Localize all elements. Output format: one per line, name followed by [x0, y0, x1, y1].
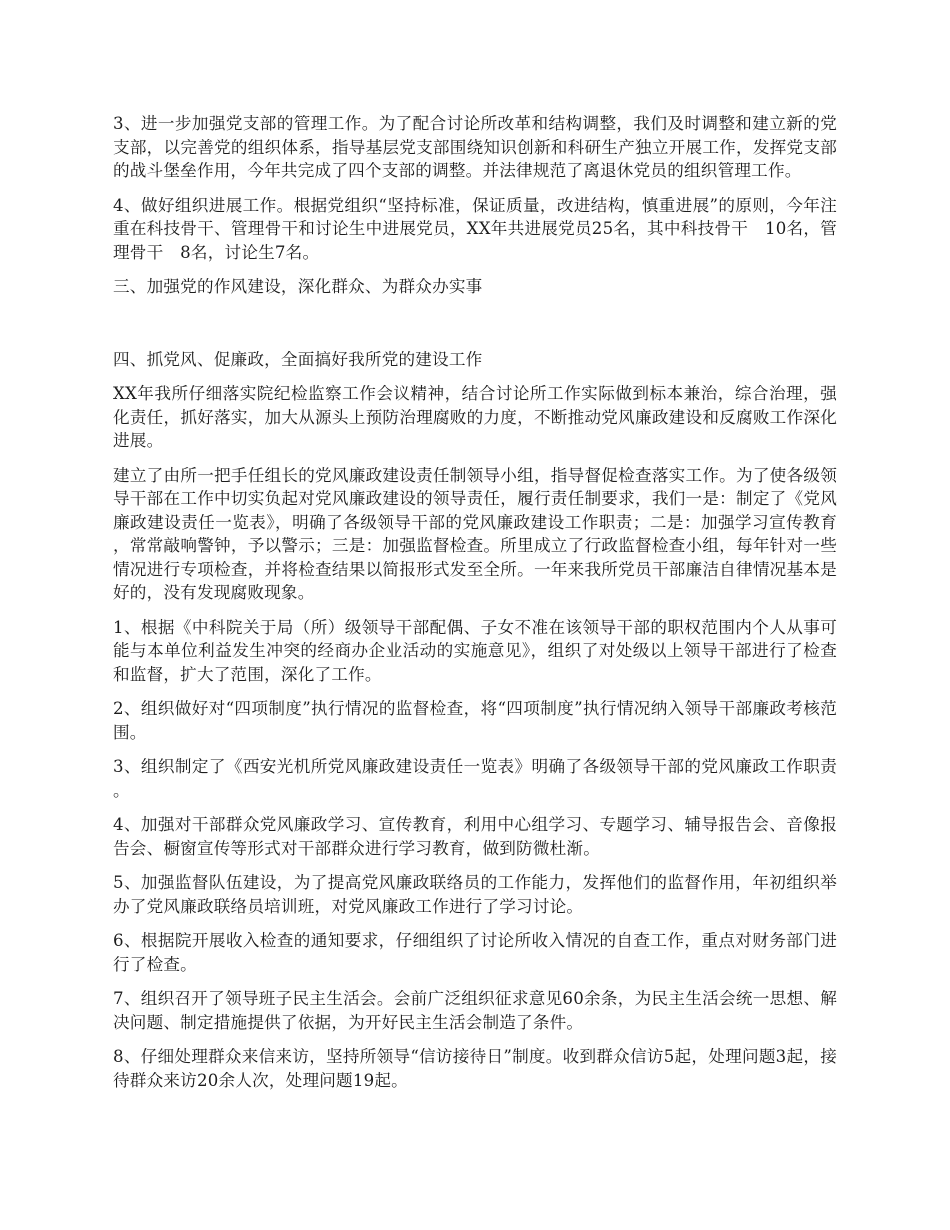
paragraph-branch-management: 3、进一步加强党支部的管理工作。为了配合讨论所改革和结构调整，我们及时调整和建立新的党支部，以完善党的组织体系，指导基层党支部围绕知识创新和科研生产独立开展工作，发挥党支部的战斗堡垒作用，今年共完成了四个支部的调整。并法律规范了离退休党员的组织管理工作。 — [113, 114, 837, 180]
paragraph-item-7: 7、组织召开了领导班子民主生活会。会前广泛组织征求意见60余条，为民主生活会统一思想、解决问题、制定措施提供了依据，为开好民主生活会制造了条件。 — [113, 989, 837, 1032]
paragraph-item-5: 5、加强监督队伍建设，为了提高党风廉政联络员的工作能力，发挥他们的监督作用，年初组织举办了党风廉政联络员培训班，对党风廉政工作进行了学习讨论。 — [113, 873, 837, 916]
document-page — [113, 112, 837, 1103]
paragraph-item-4: 4、加强对干部群众党风廉政学习、宣传教育，利用中心组学习、专题学习、辅导报告会、音像报告会、橱窗宣传等形式对干部群众进行学习教育，做到防微杜渐。 — [113, 815, 837, 858]
blank-space — [113, 310, 837, 348]
paragraph-item-2: 2、组织做好对“四项制度”执行情况的监督检查，将“四项制度”执行情况纳入领导干部廉政考核范围。 — [113, 699, 837, 742]
paragraph-item-6: 6、根据院开展收入检查的通知要求，仔细组织了讨论所收入情况的自查工作，重点对财务部门进行了检查。 — [113, 931, 837, 974]
paragraph-item-1: 1、根据《中科院关于局（所）级领导干部配偶、子女不准在该领导干部的职权范围内个人从事可能与本单位利益发生冲突的经商办企业活动的实施意见》，组织了对处级以上领导干部进行了检查和监督，扩大了范围，深化了工作。 — [113, 617, 837, 684]
section-heading-3: 三、加强党的作风建设，深化群众、为群众办实事 — [113, 277, 483, 296]
section-heading-4: 四、抓党风、促廉政，全面搞好我所党的建设工作 — [113, 349, 483, 369]
paragraph-member-development: 4、做好组织进展工作。根据党组织“坚持标准，保证质量，改进结构，慎重进展”的原则，今年注重在科技骨干、管理骨干和讨论生中进展党员，XX年共进展党员25名，其中科技骨干 10名，管理骨干 8名，讨论生7名。 — [113, 195, 837, 262]
paragraph-responsibility-group: 建立了由所一把手任组长的党风廉政建设责任制领导小组，指导督促检查落实工作。为了使各级领导干部在工作中切实负起对党风廉政建设的领导责任，履行责任制要求，我们一是：制定了《党风廉政建设责任一览表》，明确了各级领导干部的党风廉政建设工作职责；二是：加强学习宣传教育，常常敲响警钟，予以警示；三是：加强监督检查。所里成立了行政监督检查小组，每年针对一些情况进行专项检查，并将检查结果以简报形式发至全所。一年来我所党员干部廉洁自律情况基本是好的，没有发现腐败现象。 — [113, 465, 837, 602]
paragraph-item-8: 8、仔细处理群众来信来访，坚持所领导“信访接待日”制度。收到群众信访5起，处理问题3起，接待群众来访20余人次，处理问题19起。 — [113, 1047, 837, 1090]
paragraph-intro: XX年我所仔细落实院纪检监察工作会议精神，结合讨论所工作实际做到标本兼治，综合治理，强化责任，抓好落实，加大从源头上预防治理腐败的力度，不断推动党风廉政建设和反腐败工作深化进展。 — [113, 384, 837, 450]
paragraph-item-3: 3、组织制定了《西安光机所党风廉政建设责任一览表》明确了各级领导干部的党风廉政工作职责。 — [113, 757, 837, 800]
